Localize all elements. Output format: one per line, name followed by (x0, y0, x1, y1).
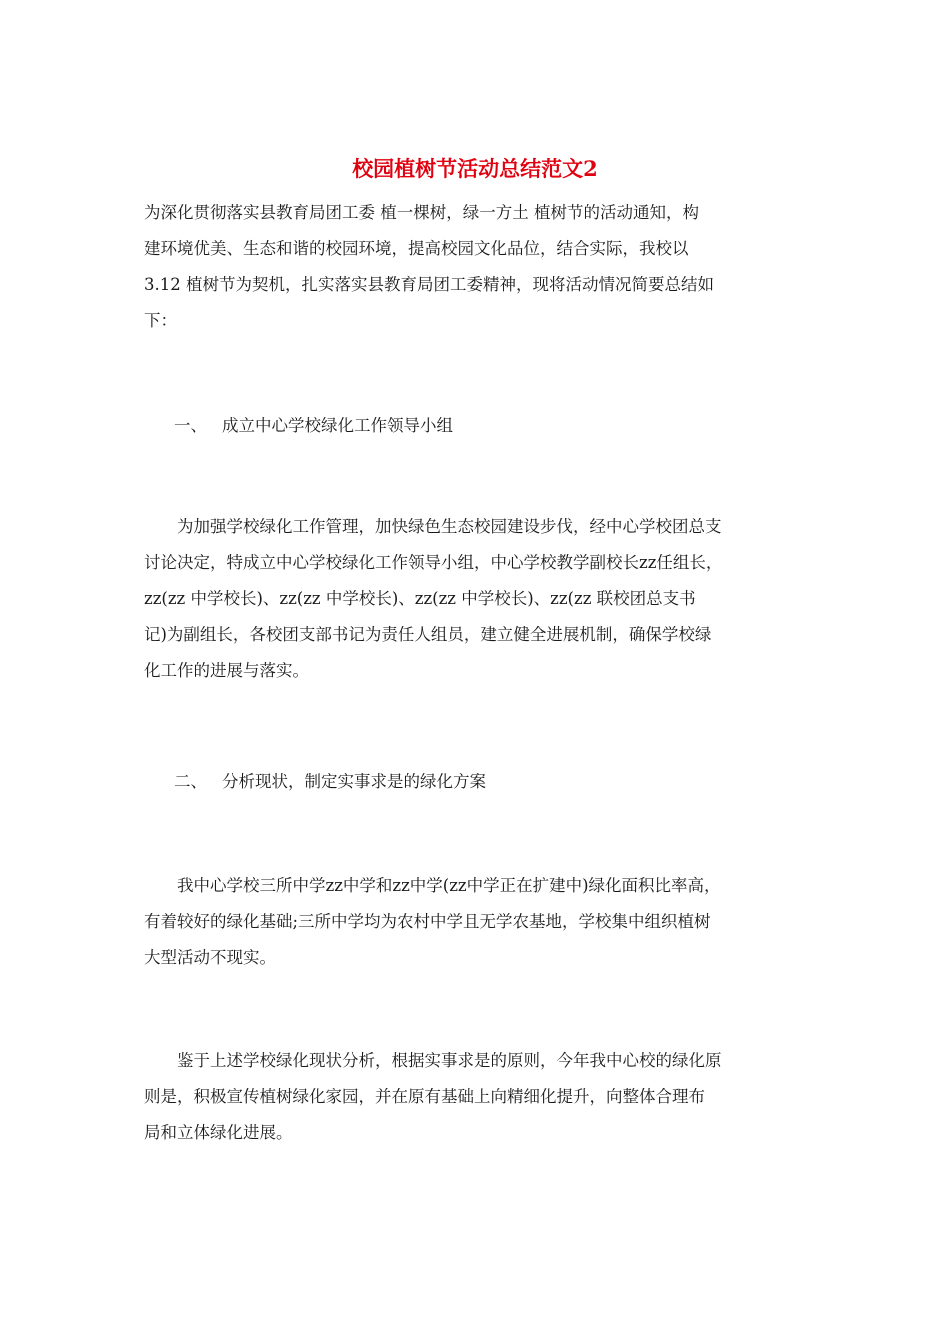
section2-paragraph-2 (144, 1043, 814, 1151)
text-line: 化工作的进展与落实。 (144, 661, 309, 680)
section-number: 一、 (174, 416, 207, 435)
text-line: 鉴于上述学校绿化现状分析，根据实事求是的原则，今年我中心校的绿化原 (177, 1051, 722, 1070)
text-line: 记)为副组长，各校团支部书记为责任人组员，建立健全进展机制，确保学校绿 (144, 625, 712, 644)
text-line: 下： (144, 311, 177, 330)
section2-paragraph-1 (144, 868, 814, 976)
section-heading-1 (174, 408, 453, 444)
text-line: 有着较好的绿化基础;三所中学均为农村中学且无学农基地，学校集中组织植树 (144, 912, 711, 931)
section1-paragraph (144, 509, 814, 689)
text-line: zz(zz 中学校长)、zz(zz 中学校长)、zz(zz 中学校长)、zz(zz 联校团总支书 (144, 589, 696, 608)
section-heading-text: 成立中心学校绿化工作领导小组 (222, 416, 453, 435)
text-line: 则是，积极宣传植树绿化家园，并在原有基础上向精细化提升，向整体合理布 (144, 1087, 705, 1106)
text-line: 我中心学校三所中学zz中学和zz中学(zz中学正在扩建中)绿化面积比率高， (177, 876, 721, 895)
text-line: 建环境优美、生态和谐的校园环境，提高校园文化品位，结合实际，我校以 (144, 239, 689, 258)
text-line: 为加强学校绿化工作管理，加快绿色生态校园建设步伐，经中心学校团总支 (177, 517, 722, 536)
section-heading-2 (174, 764, 486, 800)
text-line: 大型活动不现实。 (144, 948, 276, 967)
document-title: 校园植树节活动总结范文2 (352, 156, 598, 181)
text-line: 3.12 植树节为契机，扎实落实县教育局团工委精神，现将活动情况简要总结如 (144, 275, 714, 294)
text-line: 讨论决定，特成立中心学校绿化工作领导小组，中心学校教学副校长zz任组长， (144, 553, 723, 572)
text-line: 为深化贯彻落实县教育局团工委 植一棵树，绿一方土 植树节的活动通知，构 (144, 203, 699, 222)
section-number: 二、 (174, 772, 207, 791)
text-line: 局和立体绿化进展。 (144, 1123, 293, 1142)
section-heading-text: 分析现状，制定实事求是的绿化方案 (222, 772, 486, 791)
intro-paragraph (144, 195, 814, 339)
